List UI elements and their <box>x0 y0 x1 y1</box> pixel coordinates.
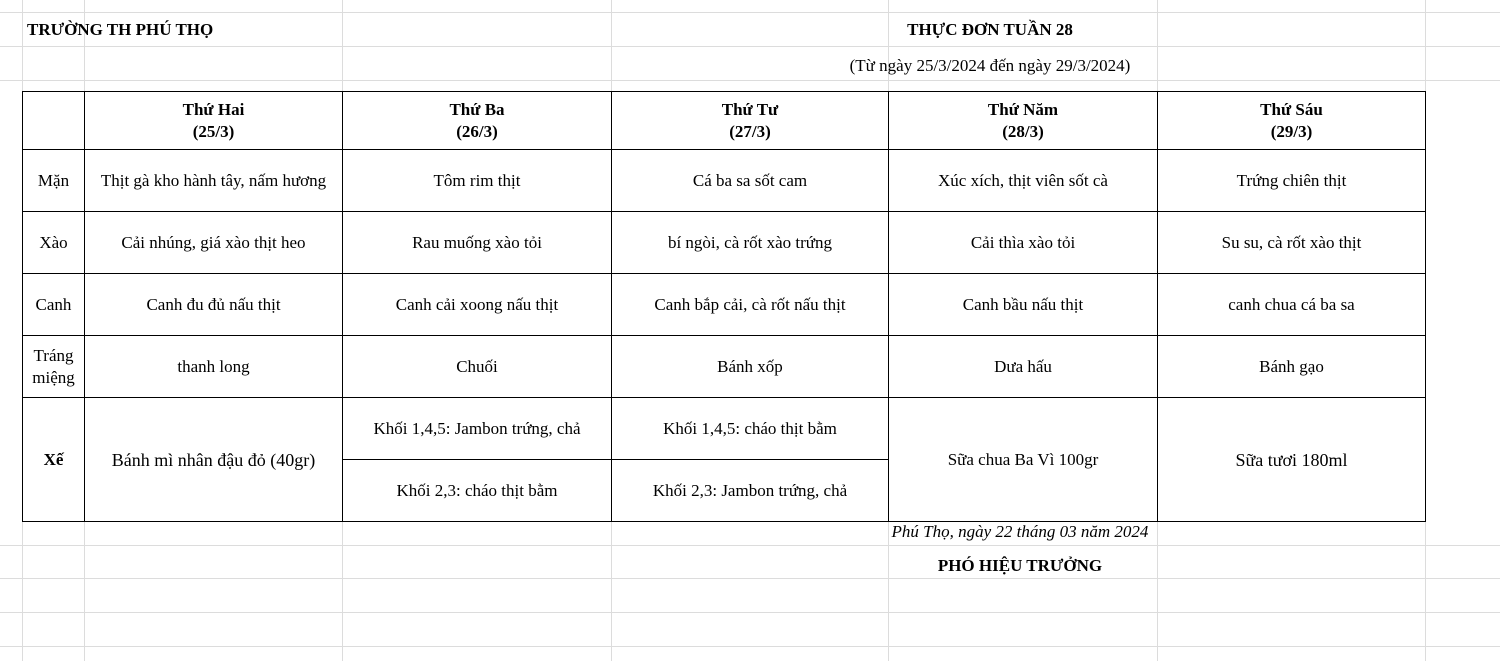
cell-canh-tue[interactable]: Canh cải xoong nấu thịt <box>343 274 612 336</box>
cell-man-wed[interactable]: Cá ba sa sốt cam <box>612 150 889 212</box>
cell-xe-wed-1[interactable]: Khối 1,4,5: cháo thịt bằm <box>612 398 889 460</box>
row-label-xe[interactable]: Xế <box>23 398 85 522</box>
menu-table <box>22 91 1426 522</box>
cell-canh-wed[interactable]: Canh bắp cải, cà rốt nấu thịt <box>612 274 889 336</box>
cell-xao-tue[interactable]: Rau muống xào tỏi <box>343 212 612 274</box>
row-xe-1 <box>23 398 1426 460</box>
cell-trang-mieng-thu[interactable]: Dưa hấu <box>889 336 1158 398</box>
cell-man-tue[interactable]: Tôm rim thịt <box>343 150 612 212</box>
date-range: (Từ ngày 25/3/2024 đến ngày 29/3/2024) <box>849 56 1131 75</box>
cell-xe-tue-1[interactable]: Khối 1,4,5: Jambon trứng, chả <box>343 398 612 460</box>
cell-trang-mieng-wed[interactable]: Bánh xốp <box>612 336 889 398</box>
cell-xe-tue-2[interactable]: Khối 2,3: cháo thịt bằm <box>343 460 612 522</box>
cell-xe-mon[interactable]: Bánh mì nhân đậu đỏ (40gr) <box>85 398 343 522</box>
corner-cell[interactable] <box>23 92 85 150</box>
row-trang-mieng <box>23 336 1426 398</box>
cell-man-thu[interactable]: Xúc xích, thịt viên sốt cà <box>889 150 1158 212</box>
cell-xao-wed[interactable]: bí ngòi, cà rốt xào trứng <box>612 212 889 274</box>
row-man <box>23 150 1426 212</box>
cell-canh-mon[interactable]: Canh đu đủ nấu thịt <box>85 274 343 336</box>
row-label-man[interactable]: Mặn <box>23 150 85 212</box>
cell-xao-thu[interactable]: Cải thìa xào tỏi <box>889 212 1158 274</box>
cell-canh-fri[interactable]: canh chua cá ba sa <box>1158 274 1426 336</box>
day-header-tue[interactable]: Thứ Ba (26/3) <box>343 92 612 150</box>
cell-xao-fri[interactable]: Su su, cà rốt xào thịt <box>1158 212 1426 274</box>
school-name: TRƯỜNG TH PHÚ THỌ <box>27 20 214 39</box>
cell-trang-mieng-mon[interactable]: thanh long <box>85 336 343 398</box>
signer-title: PHÓ HIỆU TRƯỞNG <box>937 556 1103 575</box>
row-canh <box>23 274 1426 336</box>
cell-xao-mon[interactable]: Cải nhúng, giá xào thịt heo <box>85 212 343 274</box>
cell-xe-wed-2[interactable]: Khối 2,3: Jambon trứng, chả <box>612 460 889 522</box>
row-label-canh[interactable]: Canh <box>23 274 85 336</box>
cell-trang-mieng-tue[interactable]: Chuối <box>343 336 612 398</box>
row-label-trang-mieng[interactable]: Tráng miệng <box>23 336 85 398</box>
day-header-wed[interactable]: Thứ Tư (27/3) <box>612 92 889 150</box>
header-row <box>23 92 1426 150</box>
menu-title: THỰC ĐƠN TUẦN 28 <box>907 20 1073 39</box>
row-label-xao[interactable]: Xào <box>23 212 85 274</box>
signature-date: Phú Thọ, ngày 22 tháng 03 năm 2024 <box>891 522 1149 541</box>
cell-trang-mieng-fri[interactable]: Bánh gạo <box>1158 336 1426 398</box>
day-header-thu[interactable]: Thứ Năm (28/3) <box>889 92 1158 150</box>
row-xao <box>23 212 1426 274</box>
cell-canh-thu[interactable]: Canh bầu nấu thịt <box>889 274 1158 336</box>
day-header-mon[interactable]: Thứ Hai (25/3) <box>85 92 343 150</box>
cell-xe-thu[interactable]: Sữa chua Ba Vì 100gr <box>889 398 1158 522</box>
cell-man-fri[interactable]: Trứng chiên thịt <box>1158 150 1426 212</box>
day-header-fri[interactable]: Thứ Sáu (29/3) <box>1158 92 1426 150</box>
cell-xe-fri[interactable]: Sữa tươi 180ml <box>1158 398 1426 522</box>
cell-man-mon[interactable]: Thịt gà kho hành tây, nấm hương <box>85 150 343 212</box>
